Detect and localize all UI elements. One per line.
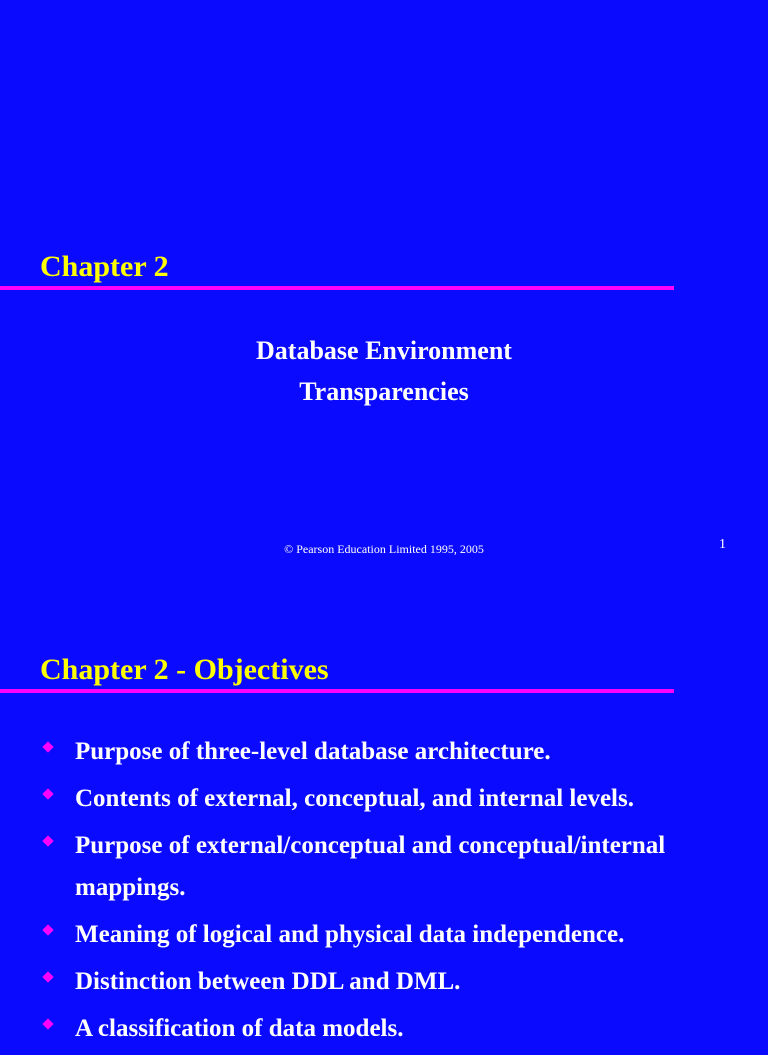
- list-item: [0, 825, 768, 909]
- title-divider: [0, 689, 674, 693]
- bullet-text: Contents of external, conceptual, and internal levels.: [75, 785, 634, 812]
- subtitle-line-2: Transparencies: [299, 377, 469, 406]
- diamond-bullet-icon: [42, 971, 53, 982]
- list-item: [0, 731, 768, 773]
- bullet-text: Distinction between DDL and DML.: [75, 968, 461, 995]
- slide-2: [0, 600, 768, 1042]
- list-item: [0, 961, 768, 1003]
- page-number: 1: [719, 537, 726, 552]
- diamond-bullet-icon: [42, 835, 53, 846]
- diamond-bullet-icon: [42, 1018, 53, 1029]
- objectives-list: [0, 731, 768, 1055]
- diamond-bullet-icon: [42, 924, 53, 935]
- bullet-text: Purpose of external/conceptual and conceptual/internal mappings.: [75, 832, 666, 901]
- slide-title: Chapter 2: [40, 250, 169, 283]
- copyright-footer: © Pearson Education Limited 1995, 2005: [284, 542, 484, 556]
- list-item: [0, 778, 768, 820]
- diamond-bullet-icon: [42, 741, 53, 752]
- bullet-text: Meaning of logical and physical data independence.: [75, 921, 625, 948]
- diamond-bullet-icon: [42, 788, 53, 799]
- bullet-text: A classification of data models.: [75, 1015, 404, 1042]
- subtitle-line-1: Database Environment: [256, 336, 512, 365]
- slide-title: Chapter 2 - Objectives: [40, 653, 329, 686]
- title-divider: [0, 286, 674, 290]
- bullet-text: Purpose of three-level database architecture.: [75, 738, 551, 765]
- list-item: [0, 914, 768, 956]
- list-item: [0, 1008, 768, 1050]
